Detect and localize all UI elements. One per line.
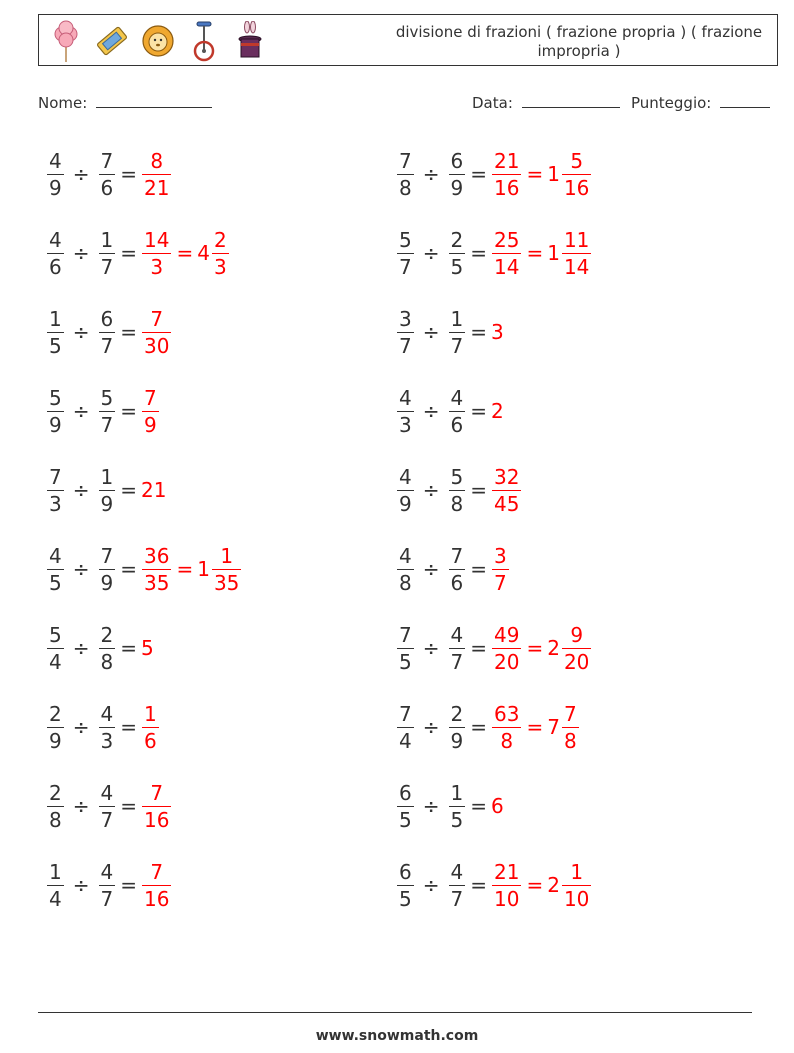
numerator: 63 <box>494 701 520 726</box>
numerator: 7 <box>150 306 164 331</box>
divide-sign: ÷ <box>422 478 440 502</box>
problem-item <box>396 537 510 601</box>
equals-sign: = <box>526 873 544 897</box>
denominator: 45 <box>494 491 520 516</box>
denominator: 30 <box>144 333 170 358</box>
denominator: 7 <box>100 807 114 832</box>
problem-item <box>46 458 166 522</box>
header-icons <box>49 19 279 63</box>
mixed-whole: 4 <box>197 241 210 265</box>
divisor-fraction <box>448 464 467 517</box>
problem-item <box>396 300 504 364</box>
numerator: 14 <box>144 227 170 252</box>
denominator: 20 <box>494 649 520 674</box>
numerator: 11 <box>563 227 590 252</box>
equals-sign: = <box>120 794 137 818</box>
problem-item <box>46 142 172 206</box>
denominator: 7 <box>100 333 114 358</box>
lion-icon <box>141 19 175 63</box>
answer-fraction <box>141 859 172 912</box>
numerator: 5 <box>450 464 464 489</box>
denominator: 9 <box>100 491 114 516</box>
name-line <box>96 95 212 108</box>
problem-item <box>46 537 242 601</box>
numerator: 3 <box>494 543 507 568</box>
divisor-fraction <box>98 543 117 596</box>
denominator: 14 <box>563 254 590 279</box>
numerator: 5 <box>100 385 114 410</box>
answer-whole: 21 <box>141 478 167 502</box>
denominator: 5 <box>49 570 62 595</box>
equals-sign: = <box>470 715 487 739</box>
denominator: 14 <box>494 254 520 279</box>
numerator: 7 <box>49 464 62 489</box>
problem-item <box>396 458 522 522</box>
dividend-fraction <box>46 543 65 596</box>
denominator: 8 <box>49 807 62 832</box>
divisor-fraction <box>448 543 467 596</box>
mixed-whole: 1 <box>547 162 560 186</box>
dividend-fraction <box>396 464 415 517</box>
dividend-fraction <box>46 622 65 675</box>
divide-sign: ÷ <box>72 320 90 344</box>
divisor-fraction <box>98 622 117 675</box>
dividend-fraction <box>396 859 415 912</box>
answer-whole: 2 <box>491 399 504 423</box>
numerator: 1 <box>144 701 157 726</box>
numerator: 4 <box>49 543 62 568</box>
equals-sign: = <box>470 478 487 502</box>
numerator: 4 <box>49 148 62 173</box>
divide-sign: ÷ <box>422 557 440 581</box>
answer-fraction <box>491 148 522 201</box>
denominator: 9 <box>49 412 62 437</box>
answer-fraction <box>141 701 160 754</box>
denominator: 3 <box>49 491 62 516</box>
problem-item <box>396 142 592 206</box>
equals-sign: = <box>526 715 544 739</box>
answer-fraction <box>491 543 510 596</box>
footer-divider <box>38 1012 752 1013</box>
divisor-fraction <box>98 464 117 517</box>
mixed-whole: 7 <box>547 715 560 739</box>
magic-hat-icon <box>233 19 267 63</box>
denominator: 8 <box>450 491 464 516</box>
denominator: 8 <box>500 728 514 753</box>
numerator: 4 <box>399 385 412 410</box>
numerator: 5 <box>49 385 62 410</box>
equals-sign: = <box>120 399 137 423</box>
denominator: 16 <box>144 886 170 911</box>
divide-sign: ÷ <box>72 399 90 423</box>
dividend-fraction <box>46 859 65 912</box>
numerator: 4 <box>399 464 412 489</box>
divide-sign: ÷ <box>422 399 440 423</box>
equals-sign: = <box>176 241 194 265</box>
denominator: 3 <box>213 254 227 279</box>
numerator: 7 <box>150 780 164 805</box>
numerator: 21 <box>494 859 520 884</box>
denominator: 9 <box>399 491 412 516</box>
equals-sign: = <box>176 557 194 581</box>
denominator: 8 <box>399 175 412 200</box>
score-field <box>631 94 770 112</box>
divide-sign: ÷ <box>72 241 90 265</box>
dividend-fraction <box>46 306 65 359</box>
problem-item <box>46 379 160 443</box>
numerator: 1 <box>49 859 62 884</box>
footer-site: www.snowmath.com <box>315 1028 479 1044</box>
denominator: 35 <box>213 570 240 595</box>
denominator: 9 <box>144 412 157 437</box>
divisor-fraction <box>98 385 117 438</box>
numerator: 9 <box>570 622 584 647</box>
numerator: 2 <box>49 780 62 805</box>
numerator: 7 <box>399 701 412 726</box>
answer-fraction <box>141 148 172 201</box>
mixed-fraction <box>561 148 592 201</box>
numerator: 4 <box>450 859 464 884</box>
denominator: 9 <box>49 175 62 200</box>
denominator: 16 <box>144 807 170 832</box>
numerator: 21 <box>494 148 520 173</box>
denominator: 5 <box>450 254 464 279</box>
denominator: 4 <box>399 728 412 753</box>
answer-fraction <box>141 306 172 359</box>
denominator: 10 <box>563 886 590 911</box>
divide-sign: ÷ <box>422 320 440 344</box>
name-field <box>38 94 212 112</box>
problem-item <box>396 853 592 917</box>
dividend-fraction <box>396 306 415 359</box>
problem-item <box>46 300 172 364</box>
numerator: 4 <box>450 622 464 647</box>
numerator: 49 <box>494 622 520 647</box>
mixed-whole: 1 <box>547 241 560 265</box>
numerator: 6 <box>450 148 464 173</box>
divide-sign: ÷ <box>422 794 440 818</box>
denominator: 6 <box>450 570 464 595</box>
equals-sign: = <box>120 162 137 186</box>
denominator: 35 <box>144 570 170 595</box>
denominator: 7 <box>450 333 464 358</box>
equals-sign: = <box>120 873 137 897</box>
denominator: 3 <box>150 254 164 279</box>
denominator: 7 <box>399 333 412 358</box>
numerator: 4 <box>100 780 114 805</box>
problem-item <box>46 695 160 759</box>
numerator: 5 <box>49 622 62 647</box>
header-box <box>38 14 778 66</box>
denominator: 6 <box>49 254 62 279</box>
numerator: 7 <box>100 148 114 173</box>
problem-item <box>46 774 172 838</box>
equals-sign: = <box>120 715 137 739</box>
equals-sign: = <box>470 636 487 660</box>
dividend-fraction <box>396 780 415 833</box>
dividend-fraction <box>396 622 415 675</box>
numerator: 2 <box>100 622 114 647</box>
numerator: 7 <box>399 148 412 173</box>
denominator: 8 <box>100 649 114 674</box>
denominator: 16 <box>563 175 590 200</box>
problem-item <box>396 695 580 759</box>
numerator: 1 <box>570 859 584 884</box>
denominator: 5 <box>399 649 412 674</box>
numerator: 5 <box>399 227 412 252</box>
denominator: 9 <box>49 728 62 753</box>
equals-sign: = <box>120 241 137 265</box>
divisor-fraction <box>98 701 117 754</box>
answer-fraction <box>491 227 522 280</box>
denominator: 7 <box>100 886 114 911</box>
answer-whole: 3 <box>491 320 504 344</box>
cotton-candy-icon <box>49 19 83 63</box>
numerator: 4 <box>399 543 412 568</box>
divide-sign: ÷ <box>72 557 90 581</box>
divisor-fraction <box>448 227 467 280</box>
divide-sign: ÷ <box>72 794 90 818</box>
divisor-fraction <box>98 227 117 280</box>
dividend-fraction <box>46 385 65 438</box>
date-label: Data: <box>472 94 513 112</box>
numerator: 4 <box>100 701 114 726</box>
divide-sign: ÷ <box>422 715 440 739</box>
denominator: 9 <box>450 728 464 753</box>
name-label: Nome: <box>38 94 88 112</box>
equals-sign: = <box>526 636 544 660</box>
denominator: 7 <box>450 886 464 911</box>
denominator: 8 <box>563 728 577 753</box>
denominator: 21 <box>144 175 170 200</box>
divisor-fraction <box>98 306 117 359</box>
numerator: 1 <box>100 464 114 489</box>
date-line <box>522 95 620 108</box>
denominator: 5 <box>49 333 62 358</box>
numerator: 1 <box>450 780 464 805</box>
dividend-fraction <box>396 385 415 438</box>
divide-sign: ÷ <box>72 478 90 502</box>
mixed-whole: 2 <box>547 873 560 897</box>
mixed-fraction <box>211 227 230 280</box>
divisor-fraction <box>448 859 467 912</box>
divisor-fraction <box>98 148 117 201</box>
score-line <box>720 95 770 108</box>
divisor-fraction <box>448 306 467 359</box>
denominator: 3 <box>399 412 412 437</box>
mixed-whole: 2 <box>547 636 560 660</box>
mixed-fraction <box>561 859 592 912</box>
problem-item <box>46 221 230 285</box>
dividend-fraction <box>396 543 415 596</box>
equals-sign: = <box>526 162 544 186</box>
mixed-whole: 1 <box>197 557 210 581</box>
denominator: 7 <box>450 649 464 674</box>
numerator: 7 <box>399 622 412 647</box>
divide-sign: ÷ <box>72 162 90 186</box>
problem-item <box>396 616 592 680</box>
divide-sign: ÷ <box>72 715 90 739</box>
dividend-fraction <box>46 464 65 517</box>
answer-whole: 5 <box>141 636 154 660</box>
denominator: 5 <box>450 807 464 832</box>
numerator: 4 <box>450 385 464 410</box>
divisor-fraction <box>448 622 467 675</box>
numerator: 25 <box>494 227 520 252</box>
answer-fraction <box>141 780 172 833</box>
mixed-fraction <box>561 622 592 675</box>
divisor-fraction <box>98 780 117 833</box>
denominator: 6 <box>144 728 157 753</box>
numerator: 5 <box>570 148 584 173</box>
date-field <box>472 94 620 112</box>
denominator: 4 <box>49 886 62 911</box>
divisor-fraction <box>448 701 467 754</box>
denominator: 7 <box>494 570 507 595</box>
divisor-fraction <box>448 385 467 438</box>
denominator: 20 <box>563 649 590 674</box>
numerator: 7 <box>150 859 164 884</box>
numerator: 3 <box>399 306 412 331</box>
numerator: 36 <box>144 543 170 568</box>
numerator: 4 <box>49 227 62 252</box>
numerator: 2 <box>450 701 464 726</box>
numerator: 1 <box>49 306 62 331</box>
dividend-fraction <box>396 227 415 280</box>
denominator: 5 <box>399 886 412 911</box>
problem-item <box>396 221 592 285</box>
answer-fraction <box>141 385 160 438</box>
dividend-fraction <box>396 148 415 201</box>
denominator: 10 <box>494 886 520 911</box>
denominator: 8 <box>399 570 412 595</box>
numerator: 7 <box>563 701 577 726</box>
numerator: 7 <box>450 543 464 568</box>
numerator: 1 <box>450 306 464 331</box>
dividend-fraction <box>46 701 65 754</box>
equals-sign: = <box>470 241 487 265</box>
equals-sign: = <box>470 557 487 581</box>
numerator: 2 <box>450 227 464 252</box>
answer-fraction <box>491 701 522 754</box>
problem-item <box>46 616 154 680</box>
problem-item <box>396 379 504 443</box>
denominator: 5 <box>399 807 412 832</box>
equals-sign: = <box>470 162 487 186</box>
divide-sign: ÷ <box>72 636 90 660</box>
equals-sign: = <box>470 320 487 344</box>
dividend-fraction <box>46 148 65 201</box>
numerator: 7 <box>144 385 157 410</box>
dividend-fraction <box>46 227 65 280</box>
unicycle-icon <box>187 19 221 63</box>
numerator: 8 <box>150 148 164 173</box>
answer-whole: 6 <box>491 794 504 818</box>
score-label: Punteggio: <box>631 94 712 112</box>
dividend-fraction <box>396 701 415 754</box>
numerator: 2 <box>49 701 62 726</box>
ticket-icon <box>95 19 129 63</box>
equals-sign: = <box>526 241 544 265</box>
denominator: 4 <box>49 649 62 674</box>
problem-item <box>396 774 504 838</box>
numerator: 7 <box>100 543 114 568</box>
answer-fraction <box>141 227 172 280</box>
denominator: 7 <box>100 412 114 437</box>
numerator: 32 <box>494 464 520 489</box>
numerator: 6 <box>399 859 412 884</box>
divide-sign: ÷ <box>422 636 440 660</box>
numerator: 6 <box>399 780 412 805</box>
mixed-fraction <box>561 701 580 754</box>
answer-fraction <box>141 543 172 596</box>
equals-sign: = <box>470 873 487 897</box>
denominator: 9 <box>450 175 464 200</box>
divide-sign: ÷ <box>422 241 440 265</box>
answer-fraction <box>491 464 522 517</box>
equals-sign: = <box>470 399 487 423</box>
mixed-fraction <box>211 543 242 596</box>
divisor-fraction <box>98 859 117 912</box>
worksheet-title: divisione di frazioni ( frazione propria ) ( frazione impropria ) <box>395 23 763 60</box>
numerator: 4 <box>100 859 114 884</box>
equals-sign: = <box>120 478 137 502</box>
equals-sign: = <box>120 636 137 660</box>
problem-item <box>46 853 172 917</box>
divide-sign: ÷ <box>422 873 440 897</box>
dividend-fraction <box>46 780 65 833</box>
answer-fraction <box>491 622 522 675</box>
numerator: 2 <box>213 227 227 252</box>
denominator: 16 <box>494 175 520 200</box>
denominator: 3 <box>100 728 114 753</box>
divide-sign: ÷ <box>422 162 440 186</box>
equals-sign: = <box>120 320 137 344</box>
equals-sign: = <box>120 557 137 581</box>
divide-sign: ÷ <box>72 873 90 897</box>
numerator: 1 <box>220 543 234 568</box>
numerator: 6 <box>100 306 114 331</box>
denominator: 6 <box>100 175 114 200</box>
denominator: 6 <box>450 412 464 437</box>
numerator: 1 <box>100 227 114 252</box>
divisor-fraction <box>448 780 467 833</box>
denominator: 7 <box>100 254 114 279</box>
answer-fraction <box>491 859 522 912</box>
equals-sign: = <box>470 794 487 818</box>
divisor-fraction <box>448 148 467 201</box>
denominator: 9 <box>100 570 114 595</box>
mixed-fraction <box>561 227 592 280</box>
denominator: 7 <box>399 254 412 279</box>
